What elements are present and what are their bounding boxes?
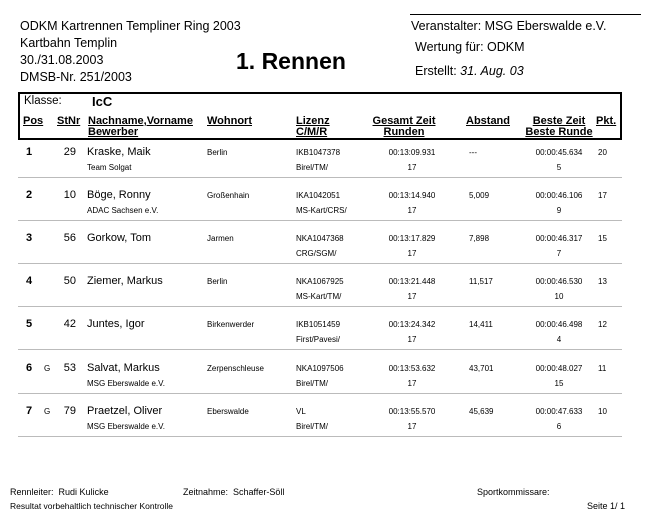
row-laps: 17 [407,422,417,431]
row-total-time: 00:13:17.829 [388,234,436,243]
race-director-label: Rennleiter: [10,487,54,497]
track-name: Kartbahn Templin [20,36,118,50]
row-divider [18,349,622,350]
row-points: 13 [598,277,607,286]
organizer: Veranstalter: MSG Eberswalde e.V. [411,19,607,33]
row-divider [18,177,622,178]
class-label: Klasse: [24,95,62,107]
race-director-name: Rudi Kulicke [58,487,109,497]
row-divider [18,220,622,221]
row-total-time: 00:13:53.632 [388,364,436,373]
row-laps: 17 [407,249,417,258]
col-stnr: StNr [57,115,81,127]
row-laps: 17 [407,335,417,344]
col-name: Nachname,Vorname [88,115,193,127]
row-name: Böge, Ronny [87,189,151,201]
col-entrant: Bewerber [88,126,139,138]
row-stnr: 53 [63,362,76,374]
row-laps: 17 [407,379,417,388]
row-best-time: 00:00:45.634 [535,148,583,157]
row-stnr: 50 [63,275,76,287]
row-best-time: 00:00:48.027 [535,364,583,373]
row-best-lap: 7 [556,249,562,258]
race-director [10,487,109,497]
row-best-lap: 15 [554,379,564,388]
col-pos: Pos [23,115,44,127]
col-points: Pkt. [596,115,617,127]
row-cmr: First/Pavesi/ [296,335,341,344]
row-laps: 17 [407,206,417,215]
timing-label: Zeitnahme: [183,487,229,497]
page-number: Seite 1/ 1 [587,501,626,511]
row-name: Juntes, Igor [87,318,145,330]
row-license: NKA1097506 [296,364,344,373]
row-residence: Zerpenschleuse [207,364,264,373]
row-points: 20 [598,148,607,157]
row-best-time: 00:00:46.498 [535,320,583,329]
row-best-lap: 10 [554,292,564,301]
row-gap: 11,517 [469,277,493,286]
row-points: 10 [598,407,607,416]
row-stnr: 29 [63,146,76,158]
row-best-lap: 4 [556,335,562,344]
row-divider [18,436,622,437]
row-gap: 43,701 [469,364,494,373]
row-gap: 14,411 [469,320,493,329]
disclaimer: Resultat vorbehaltlich technischer Kontrolle [10,501,174,511]
row-stnr: 79 [63,405,76,417]
row-license: IKA1042051 [296,191,341,200]
row-gap: 5,009 [469,191,490,200]
race-title: 1. Rennen [236,48,346,74]
row-best-lap: 9 [556,206,562,215]
row-total-time: 00:13:14.940 [388,191,436,200]
row-points: 15 [598,234,607,243]
row-residence: Berlin [207,148,228,157]
class-value: IcC [92,94,113,109]
row-residence: Eberswalde [207,407,249,416]
row-residence: Großenhain [207,191,250,200]
timing-name: Schaffer-Söll [233,487,285,497]
col-residence: Wohnort [207,115,253,127]
row-pos: 4 [26,275,33,287]
rating: Wertung für: ODKM [415,40,525,54]
header-rule [410,14,641,15]
row-name: Kraske, Maik [87,146,151,158]
row-total-time: 00:13:55.570 [388,407,436,416]
row-entrant: MSG Eberswalde e.V. [87,422,165,431]
row-points: 17 [598,191,607,200]
row-divider [18,393,622,394]
row-total-time: 00:13:09.931 [388,148,436,157]
row-license: NKA1047368 [296,234,344,243]
row-license: IKB1051459 [296,320,341,329]
created-label: Erstellt: [415,64,457,78]
row-divider [18,306,622,307]
col-best-time: Beste Zeit [532,115,586,127]
row-pos: 2 [26,189,33,201]
row-total-time: 00:13:24.342 [388,320,436,329]
col-cmr: C/M/R [296,126,328,138]
row-stnr: 56 [63,232,76,244]
col-best-lap: Beste Runde [525,126,593,138]
row-best-lap: 5 [556,163,562,172]
row-cmr: MS-Kart/TM/ [296,292,342,301]
row-total-time: 00:13:21.448 [388,277,436,286]
row-name: Gorkow, Tom [87,232,151,244]
row-name: Salvat, Markus [87,362,160,374]
row-entrant: Team Solgat [87,163,132,172]
row-name: Ziemer, Markus [87,275,163,287]
row-pos: 1 [26,146,33,158]
row-pos: 5 [26,318,33,330]
row-points: 11 [598,364,607,373]
row-mark: G [44,407,51,416]
row-gap: 45,639 [469,407,494,416]
row-cmr: CRG/SGM/ [296,249,337,258]
row-entrant: ADAC Sachsen e.V. [87,206,159,215]
col-gap: Abstand [466,115,510,127]
stewards-label: Sportkommissare: [477,487,550,497]
row-cmr: Birel/TM/ [296,163,328,172]
row-cmr: Birel/TM/ [296,422,328,431]
event-dates: 30./31.08.2003 [20,53,104,67]
row-gap: 7,898 [469,234,490,243]
row-best-time: 00:00:46.317 [535,234,583,243]
row-best-time: 00:00:46.530 [535,277,583,286]
row-pos: 6 [26,362,33,374]
row-pos: 3 [26,232,33,244]
row-license: NKA1067925 [296,277,344,286]
row-cmr: Birel/TM/ [296,379,328,388]
row-pos: 7 [26,405,33,417]
row-residence: Birkenwerder [207,320,255,329]
timing [183,487,284,497]
dmsb-number: DMSB-Nr. 251/2003 [20,70,132,84]
row-points: 12 [598,320,607,329]
row-best-time: 00:00:46.106 [535,191,583,200]
row-best-lap: 6 [556,422,562,431]
row-residence: Berlin [207,277,228,286]
created-date: 31. Aug. 03 [460,64,524,78]
row-best-time: 00:00:47.633 [535,407,583,416]
row-entrant: MSG Eberswalde e.V. [87,379,165,388]
row-residence: Jarmen [207,234,234,243]
row-stnr: 42 [63,318,76,330]
row-laps: 17 [407,292,417,301]
col-laps: Runden [383,126,425,138]
row-license: VL [296,407,306,416]
row-name: Praetzel, Oliver [87,405,163,417]
row-laps: 17 [407,163,417,172]
col-total-time: Gesamt Zeit [372,115,436,127]
row-cmr: MS-Kart/CRS/ [296,206,347,215]
row-gap: --- [469,148,477,157]
row-mark: G [44,364,51,373]
row-license: IKB1047378 [296,148,341,157]
event-title: ODKM Kartrennen Templiner Ring 2003 [20,19,241,33]
col-license: Lizenz [296,115,330,127]
row-divider [18,263,622,264]
row-stnr: 10 [63,189,76,201]
created [415,64,524,78]
